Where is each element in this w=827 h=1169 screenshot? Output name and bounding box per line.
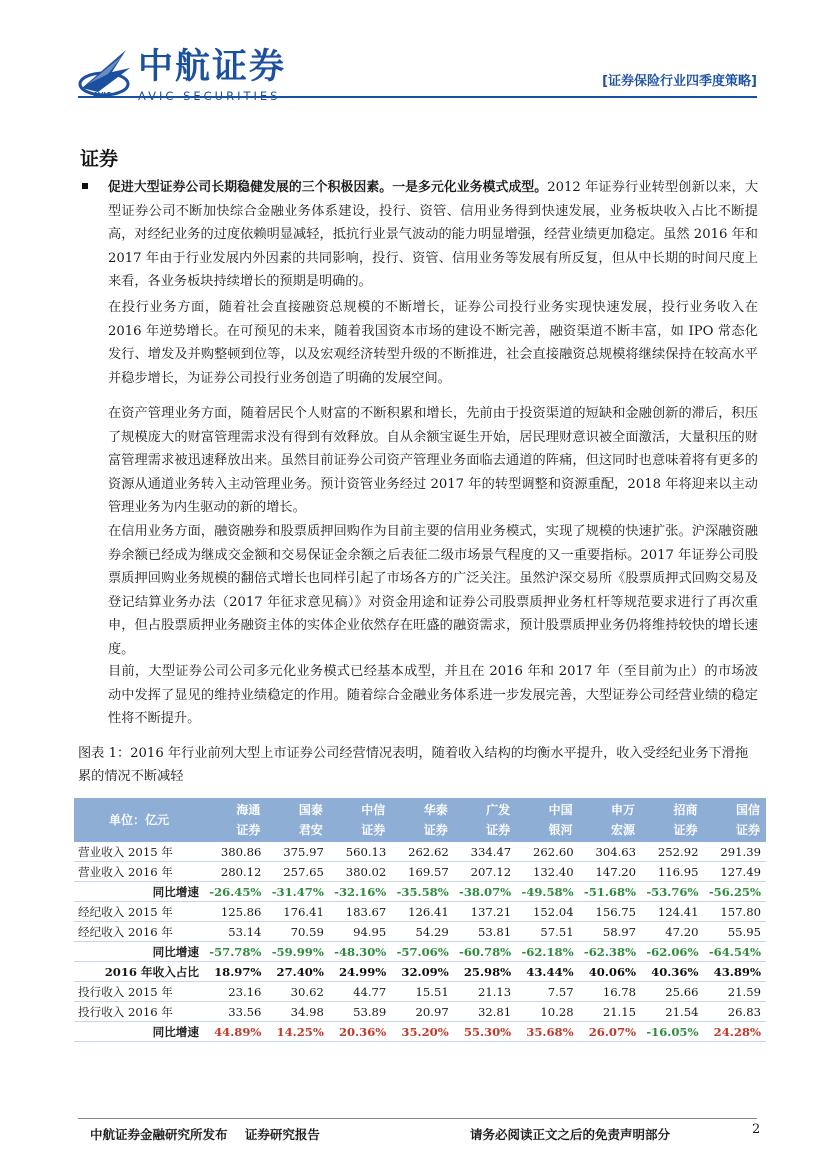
- table-cell: 55.30%: [454, 1022, 516, 1042]
- table-cell: 560.13: [329, 842, 391, 862]
- logo-badge: AVIC: [93, 91, 112, 99]
- paragraph-1-lead: 促进大型证券公司长期稳健发展的三个积极因素。一是多元化业务模式成型。: [108, 180, 548, 195]
- table-cell: 21.54: [641, 1002, 703, 1022]
- row-label: 营业收入 2015 年: [74, 842, 204, 862]
- company-header: 中国 银河: [516, 798, 578, 842]
- table-cell: 20.36%: [329, 1022, 391, 1042]
- table-cell: -62.06%: [641, 942, 703, 962]
- table-cell: -35.58%: [391, 882, 453, 902]
- table-cell: 26.83: [704, 1002, 767, 1022]
- table-cell: 20.97: [391, 1002, 453, 1022]
- table-cell: 262.60: [516, 842, 578, 862]
- table-cell: 94.95: [329, 922, 391, 942]
- table-row: [74, 922, 766, 942]
- paragraph-1-body: 2012 年证券行业转型创新以来，大型证券公司不断加快综合金融业务体系建设，投行、资管、信用业务得到快速发展，业务板块收入占比不断提高，对经纪业务的过度依赖明显减轻，抵抗行业景气波动的能力明显增强，经营业绩更加稳定。虽然 2016 年和 2017 年由于行业发展内外因素的共同影响，投行、资管、信用业务等发展有所反复，但从中长期的时间尺度上来看，各业务板块持续增长的预期是明确的。: [108, 180, 759, 290]
- header-divider: [78, 96, 757, 98]
- table-cell: 176.41: [266, 902, 328, 922]
- table-row: [74, 942, 766, 962]
- table-row: [74, 902, 766, 922]
- paragraph-2: 在投行业务方面，随着社会直接融资总规模的不断增长，证券公司投行业务实现快速发展，投行业务收入在 2016 年逆势增长。在可预见的未来，随着我国资本市场的建设不断完善，融资渠道不断丰富，如 IPO 常态化发行、增发及并购整顿到位等，以及宏观经济转型升级的不断推进，社会直接融资总规模将继续保持在较高水平并稳步增长，为证券公司投行业务创造了明确的发展空间。: [108, 300, 758, 386]
- table-cell: -59.99%: [266, 942, 328, 962]
- paragraph-4: 在信用业务方面，融资融券和股票质押回购作为目前主要的信用业务模式，实现了规模的快速扩张。沪深融资融券余额已经成为继成交金额和交易保证金余额之后表征二级市场景气程度的又一重要指标。2017 年证券公司股票质押回购业务规模的翻倍式增长也同样引起了市场各方的广泛关注。虽然沪深交易所《股票质押式回购交易及登记结算业务办法（2017 年征求意见稿）》对资金用途和证券公司股票质押业务杠杆等规范要求进行了再次重申，但占股票质押业务融资主体的实体企业依然存在旺盛的融资需求，预计股票质押业务仍将维持较快的增长速度。: [108, 524, 758, 657]
- table-cell: 53.89: [329, 1002, 391, 1022]
- page-number: 2: [752, 1122, 761, 1137]
- table-cell: 27.40%: [266, 962, 328, 982]
- table-cell: 257.65: [266, 862, 328, 882]
- table-cell: 57.51: [516, 922, 578, 942]
- table-cell: -57.78%: [204, 942, 266, 962]
- company-header: 海通 证券: [204, 798, 266, 842]
- row-label: 投行收入 2015 年: [74, 982, 204, 1002]
- table-cell: 280.12: [204, 862, 266, 882]
- table-cell: -26.45%: [204, 882, 266, 902]
- company-header: 广发 证券: [454, 798, 516, 842]
- table-cell: 34.98: [266, 1002, 328, 1022]
- table-cell: -60.78%: [454, 942, 516, 962]
- logo-name-en: AVIC SECURITIES: [138, 89, 281, 103]
- table-cell: 183.67: [329, 902, 391, 922]
- table-cell: 53.81: [454, 922, 516, 942]
- table-cell: 291.39: [704, 842, 767, 862]
- table-row: [74, 1002, 766, 1022]
- table-cell: -57.06%: [391, 942, 453, 962]
- table-cell: 40.06%: [579, 962, 641, 982]
- table-row: [74, 862, 766, 882]
- table-cell: 125.86: [204, 902, 266, 922]
- avic-plane-icon: [78, 44, 134, 104]
- table-cell: 380.86: [204, 842, 266, 862]
- table-cell: 25.66: [641, 982, 703, 1002]
- table-cell: 21.59: [704, 982, 767, 1002]
- section-title: 证券: [80, 148, 119, 170]
- table-cell: 252.92: [641, 842, 703, 862]
- table-cell: 44.77: [329, 982, 391, 1002]
- row-label: 同比增速: [74, 942, 204, 962]
- row-label: 经纪收入 2016 年: [74, 922, 204, 942]
- report-tag: [证券保险行业四季度策略]: [602, 74, 757, 89]
- row-label: 营业收入 2016 年: [74, 862, 204, 882]
- table-cell: 47.20: [641, 922, 703, 942]
- table-cell: -62.38%: [579, 942, 641, 962]
- paragraph-5: 目前，大型证券公司公司多元化业务模式已经基本成型，并且在 2016 年和 2017 年（至目前为止）的市场波动中发挥了显见的维持业绩稳定的作用。随着综合金融业务体系进一步发展完善，大型证券公司经营业绩的稳定性将不断提升。: [108, 664, 758, 727]
- table-cell: 26.07%: [579, 1022, 641, 1042]
- table-cell: 7.57: [516, 982, 578, 1002]
- table-cell: 30.62: [266, 982, 328, 1002]
- table-header-row: [74, 798, 766, 842]
- table-cell: -64.54%: [704, 942, 767, 962]
- row-label: 2016 年收入占比: [74, 962, 204, 982]
- table-cell: -62.18%: [516, 942, 578, 962]
- table-cell: 24.99%: [329, 962, 391, 982]
- table-cell: 21.15: [579, 1002, 641, 1022]
- paragraph-1: [108, 176, 758, 294]
- footer-divider: [78, 1118, 757, 1119]
- table-cell: -49.58%: [516, 882, 578, 902]
- row-label: 同比增速: [74, 882, 204, 902]
- table-cell: -53.76%: [641, 882, 703, 902]
- table-cell: -38.07%: [454, 882, 516, 902]
- table-cell: 124.41: [641, 902, 703, 922]
- table-cell: 25.98%: [454, 962, 516, 982]
- figure-caption: 图表 1：2016 年行业前列大型上市证券公司经营情况表明，随着收入结构的均衡水平提升，收入受经纪业务下滑拖累的情况不断减轻: [78, 746, 749, 784]
- table-cell: 43.44%: [516, 962, 578, 982]
- table-cell: 43.89%: [704, 962, 767, 982]
- table-row: [74, 882, 766, 902]
- unit-label: 单位：亿元: [74, 798, 204, 842]
- company-header: 华泰 证券: [391, 798, 453, 842]
- table-cell: 157.80: [704, 902, 767, 922]
- table-cell: -48.30%: [329, 942, 391, 962]
- row-label: 经纪收入 2015 年: [74, 902, 204, 922]
- table-cell: 375.97: [266, 842, 328, 862]
- table-cell: 53.14: [204, 922, 266, 942]
- table-cell: 58.97: [579, 922, 641, 942]
- table-cell: -16.05%: [641, 1022, 703, 1042]
- table-row: [74, 1022, 766, 1042]
- table-cell: -31.47%: [266, 882, 328, 902]
- table-cell: 14.25%: [266, 1022, 328, 1042]
- table-cell: 18.97%: [204, 962, 266, 982]
- table-row: [74, 962, 766, 982]
- row-label: 同比增速: [74, 1022, 204, 1042]
- table-cell: -51.68%: [579, 882, 641, 902]
- brand-logo: [78, 44, 298, 110]
- paragraph-3: 在资产管理业务方面，随着居民个人财富的不断积累和增长，先前由于投资渠道的短缺和金融创新的滞后，积压了规模庞大的财富管理需求没有得到有效释放。自从余额宝诞生开始，居民理财意识被全面激活，大量积压的财富管理需求被迅速释放出来。虽然目前证券公司资产管理业务面临去通道的阵痛，但这同时也意味着将有更多的资源从通道业务转入主动管理业务。预计资管业务经过 2017 年的转型调整和资源重配，2018 年将迎来以主动管理业务为内生驱动的新的增长。: [108, 406, 758, 516]
- table-row: [74, 982, 766, 1002]
- company-header: 国泰 君安: [266, 798, 328, 842]
- row-label: 投行收入 2016 年: [74, 1002, 204, 1022]
- footer-publisher: 中航证券金融研究所发布 证券研究报告: [90, 1127, 320, 1142]
- table-cell: 15.51: [391, 982, 453, 1002]
- table-cell: 55.95: [704, 922, 767, 942]
- table-cell: 40.36%: [641, 962, 703, 982]
- table-cell: 10.28: [516, 1002, 578, 1022]
- table-cell: 70.59: [266, 922, 328, 942]
- table-cell: 116.95: [641, 862, 703, 882]
- bullet-square-icon: [82, 183, 88, 189]
- company-data-table: [74, 798, 766, 1042]
- table-cell: 24.28%: [704, 1022, 767, 1042]
- table-cell: 207.12: [454, 862, 516, 882]
- table-cell: 152.04: [516, 902, 578, 922]
- table-cell: 132.40: [516, 862, 578, 882]
- company-header: 中信 证券: [329, 798, 391, 842]
- logo-name-cn: 中航证券: [138, 47, 287, 87]
- company-header: 申万 宏源: [579, 798, 641, 842]
- table-cell: 169.57: [391, 862, 453, 882]
- table-cell: -56.25%: [704, 882, 767, 902]
- table-cell: 126.41: [391, 902, 453, 922]
- table-cell: 21.13: [454, 982, 516, 1002]
- table-cell: 33.56: [204, 1002, 266, 1022]
- table-cell: 16.78: [579, 982, 641, 1002]
- footer-disclaimer: 请务必阅读正文之后的免责声明部分: [470, 1127, 671, 1142]
- company-header: 招商 证券: [641, 798, 703, 842]
- table-cell: 54.29: [391, 922, 453, 942]
- table-cell: 147.20: [579, 862, 641, 882]
- table-cell: 44.89%: [204, 1022, 266, 1042]
- table-cell: 32.81: [454, 1002, 516, 1022]
- table-cell: 156.75: [579, 902, 641, 922]
- table-cell: -32.16%: [329, 882, 391, 902]
- table-cell: 23.16: [204, 982, 266, 1002]
- company-header: 国信 证券: [704, 798, 767, 842]
- table-cell: 304.63: [579, 842, 641, 862]
- table-cell: 127.49: [704, 862, 767, 882]
- table-row: [74, 842, 766, 862]
- table-cell: 35.68%: [516, 1022, 578, 1042]
- table-cell: 32.09%: [391, 962, 453, 982]
- table-cell: 380.02: [329, 862, 391, 882]
- table-cell: 262.62: [391, 842, 453, 862]
- table-cell: 35.20%: [391, 1022, 453, 1042]
- table-cell: 137.21: [454, 902, 516, 922]
- table-cell: 334.47: [454, 842, 516, 862]
